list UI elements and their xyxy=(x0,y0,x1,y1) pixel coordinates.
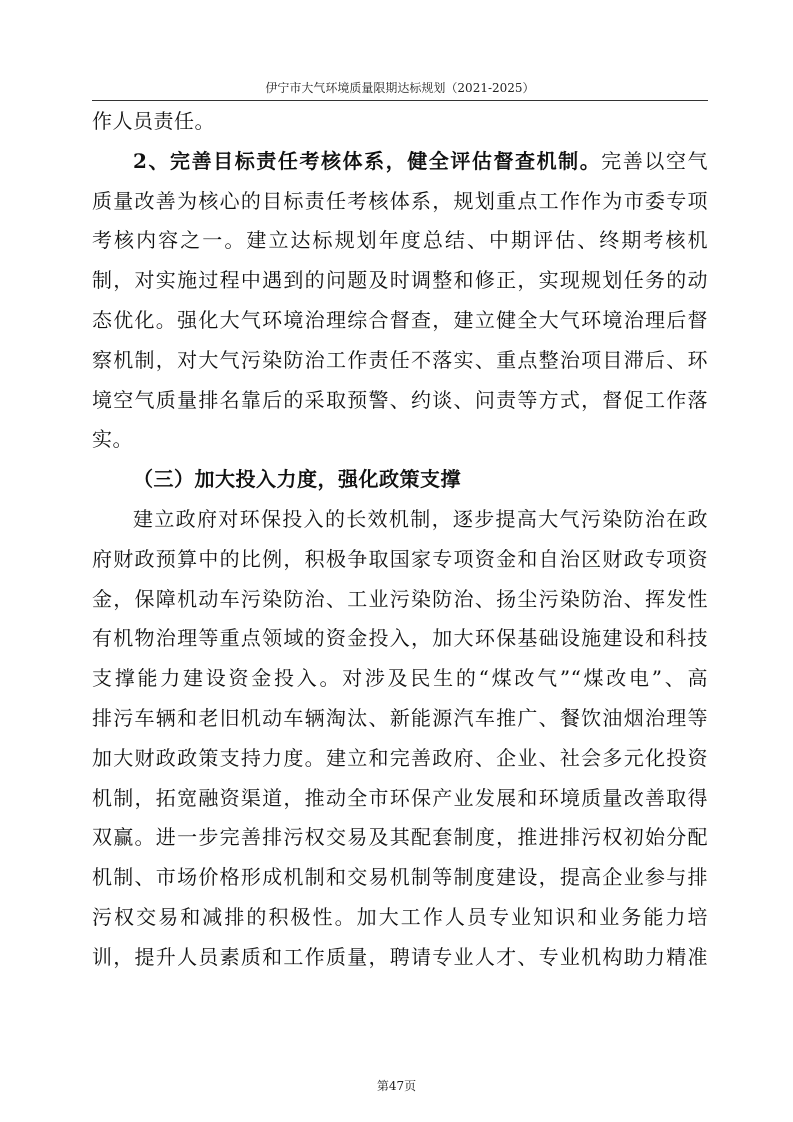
section-heading: （三）加大投入力度，强化政策支撑 xyxy=(133,467,461,492)
body-line: 作人员责任。 xyxy=(92,109,215,133)
lead-line-text: 完善以空气 xyxy=(601,148,709,173)
body-line: 制，对实施过程中遇到的问题及时调整和修正，实现规划任务的动 xyxy=(92,268,708,293)
body-line: 污权交易和减排的积极性。加大工作人员专业知识和业务能力培 xyxy=(92,904,708,929)
page-number: 第47页 xyxy=(376,1079,417,1093)
body-line: 支撑能力建设资金投入。对涉及民生的“煤改气”“煤改电”、高 xyxy=(92,666,708,691)
paragraph-lead-line xyxy=(92,142,708,182)
body-line: 境空气质量排名靠后的采取预警、约谈、问责等方式，督促工作落 xyxy=(92,387,708,412)
page-footer xyxy=(0,1077,793,1094)
body-line: 建立政府对环保投入的长效机制，逐步提高大气污染防治在政 xyxy=(133,506,708,531)
body-line: 态优化。强化大气环境治理综合督查，建立健全大气环境治理后督 xyxy=(92,307,708,332)
body-line: 排污车辆和老旧机动车辆淘汰、新能源汽车推广、餐饮油烟治理等 xyxy=(92,705,708,730)
running-header-title: 伊宁市大气环境质量限期达标规划（2021-2025） xyxy=(265,81,535,95)
body-line: 加大财政政策支持力度。建立和完善政府、企业、社会多元化投资 xyxy=(92,745,708,770)
body-line: 训，提升人员素质和工作质量，聘请专业人才、专业机构助力精准 xyxy=(92,944,708,969)
body-line: 机制，拓宽融资渠道，推动全市环保产业发展和环境质量改善取得 xyxy=(92,785,708,810)
body-line: 有机物治理等重点领域的资金投入，加大环保基础设施建设和科技 xyxy=(92,626,708,651)
body-line: 双赢。进一步完善排污权交易及其配套制度，推进排污权初始分配 xyxy=(92,825,708,850)
body-line: 质量改善为核心的目标责任考核体系，规划重点工作作为市委专项 xyxy=(92,188,708,213)
body-line: 察机制，对大气污染防治工作责任不落实、重点整治项目滞后、环 xyxy=(92,347,708,372)
body-line: 机制、市场价格形成机制和交易机制等制度建设，提高企业参与排 xyxy=(92,865,708,890)
body-line: 金，保障机动车污染防治、工业污染防治、扬尘污染防治、挥发性 xyxy=(92,586,708,611)
body-line: 考核内容之一。建立达标规划年度总结、中期评估、终期考核机 xyxy=(92,228,708,253)
page-body xyxy=(92,102,708,978)
subsection-title: 2、完善目标责任考核体系，健全评估督查机制。 xyxy=(133,148,602,173)
body-line: 府财政预算中的比例，积极争取国家专项资金和自治区财政专项资 xyxy=(92,546,708,571)
body-line: 实。 xyxy=(92,427,133,452)
running-header xyxy=(92,78,708,101)
